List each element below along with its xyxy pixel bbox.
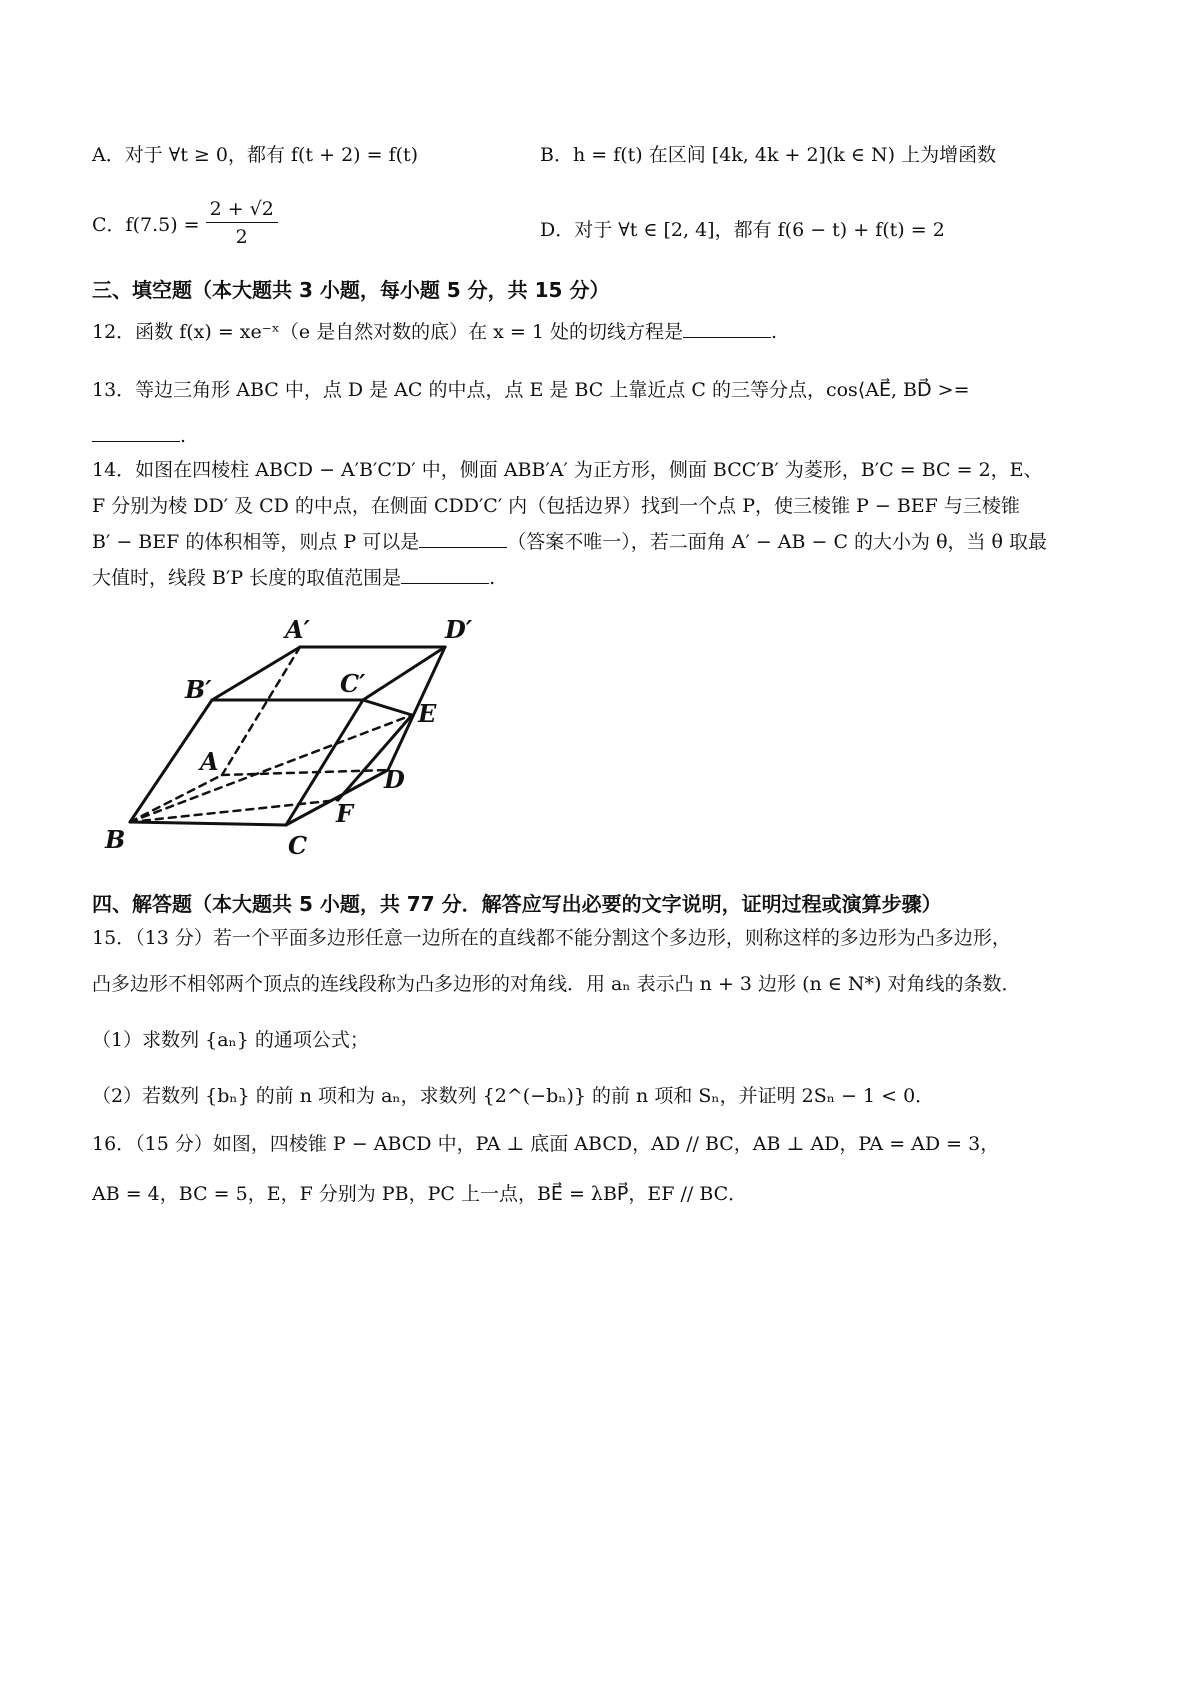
option-c — [92, 196, 278, 251]
option-c-prefix: C．f(7.5) = — [92, 214, 200, 236]
question-15-part2: （2）若数列 {bₙ} 的前 n 项和为 aₙ，求数列 {2^(−bₙ)} 的前 n 项和 Sₙ，并证明 2Sₙ − 1 < 0． — [92, 1085, 935, 1107]
label-a: A — [200, 747, 219, 776]
question-16-line2: AB = 4，BC = 5，E，F 分别为 PB，PC 上一点，BE⃗ = λBP⃗，EF // BC． — [92, 1183, 748, 1205]
answer-blank-14b — [401, 565, 489, 584]
hidden-edge-a1-a — [222, 647, 300, 775]
option-c-numerator: 2 + √2 — [206, 196, 278, 223]
option-c-fraction — [206, 196, 278, 251]
label-c: C — [288, 831, 308, 860]
question-14-line1: 14．如图在四棱柱 ABCD − A′B′C′D′ 中，侧面 ABB′A′ 为正方形，侧面 BCC′B′ 为菱形，B′C = BC = 2，E、 — [92, 459, 1043, 481]
question-14-line2: F 分别为棱 DD′ 及 CD 的中点，在侧面 CDD′C′ 内（包括边界）找到一个点 P，使三棱锥 P − BEF 与三棱锥 — [92, 495, 1020, 517]
label-f: F — [336, 799, 354, 828]
question-15-line1: 15．（13 分）若一个平面多边形任意一边所在的直线都不能分割这个多边形，则称这样的多边形为凸多边形， — [92, 927, 1011, 949]
question-13-line1: 13．等边三角形 ABC 中，点 D 是 AC 的中点，点 E 是 BC 上靠近点 C 的三等分点，cos⟨AE⃗, BD⃗ >= — [92, 379, 970, 401]
answer-blank-14a — [419, 529, 507, 548]
section-4-heading: 四、解答题（本大题共 5 小题，共 77 分．解答应写出必要的文字说明，证明过程或演算步骤） — [92, 892, 942, 916]
question-14-line4 — [92, 564, 495, 592]
question-14-line3b: （答案不唯一），若二面角 A′ − AB − C 的大小为 θ，当 θ 取最 — [507, 531, 1048, 553]
label-b: B — [105, 825, 126, 854]
question-13-end: . — [180, 425, 187, 447]
option-a: A．对于 ∀t ≥ 0，都有 f(t + 2) = f(t) — [92, 144, 419, 166]
hidden-segment-b-e — [130, 715, 412, 822]
question-16-line1: 16．（15 分）如图，四棱锥 P − ABCD 中，PA ⊥ 底面 ABCD，AD // BC，AB ⊥ AD，PA = AD = 3， — [92, 1133, 1000, 1155]
edge-b-c — [130, 822, 286, 825]
question-12-text: 12．函数 f(x) = xe⁻ˣ（e 是自然对数的底）在 x = 1 处的切线方程是 — [92, 321, 683, 343]
prism-figure — [100, 610, 500, 870]
question-14-line3a: B′ − BEF 的体积相等，则点 P 可以是 — [92, 531, 420, 553]
label-c-prime: C′ — [340, 669, 366, 698]
question-13-line2 — [92, 422, 186, 450]
answer-blank-13 — [92, 423, 180, 442]
question-14-end: . — [489, 567, 496, 589]
question-15-part1: （1）求数列 {aₙ} 的通项公式； — [92, 1029, 369, 1051]
section-3-heading: 三、填空题（本大题共 3 小题，每小题 5 分，共 15 分） — [92, 278, 610, 302]
edge-a1-b1 — [212, 647, 300, 700]
question-14-line4-text: 大值时，线段 B′P 长度的取值范围是 — [92, 567, 402, 589]
label-b-prime: B′ — [185, 675, 212, 704]
label-d: D — [384, 765, 405, 794]
answer-blank-12 — [683, 319, 771, 338]
label-e: E — [418, 699, 437, 728]
question-12 — [92, 318, 777, 346]
segment-c1-e — [363, 700, 412, 715]
option-b: B．h = f(t) 在区间 [4k, 4k + 2](k ∈ N) 上为增函数 — [540, 144, 997, 166]
question-14-line3 — [92, 528, 1047, 556]
option-d: D．对于 ∀t ∈ [2, 4]，都有 f(6 − t) + f(t) = 2 — [540, 219, 945, 241]
label-d-prime: D′ — [445, 615, 473, 644]
option-c-denominator: 2 — [235, 226, 248, 248]
question-12-end: . — [771, 321, 778, 343]
label-a-prime: A′ — [285, 615, 310, 644]
question-15-line2: 凸多边形不相邻两个顶点的连线段称为凸多边形的对角线．用 aₙ 表示凸 n + 3 边形 (n ∈ N*) 对角线的条数． — [92, 973, 1021, 995]
